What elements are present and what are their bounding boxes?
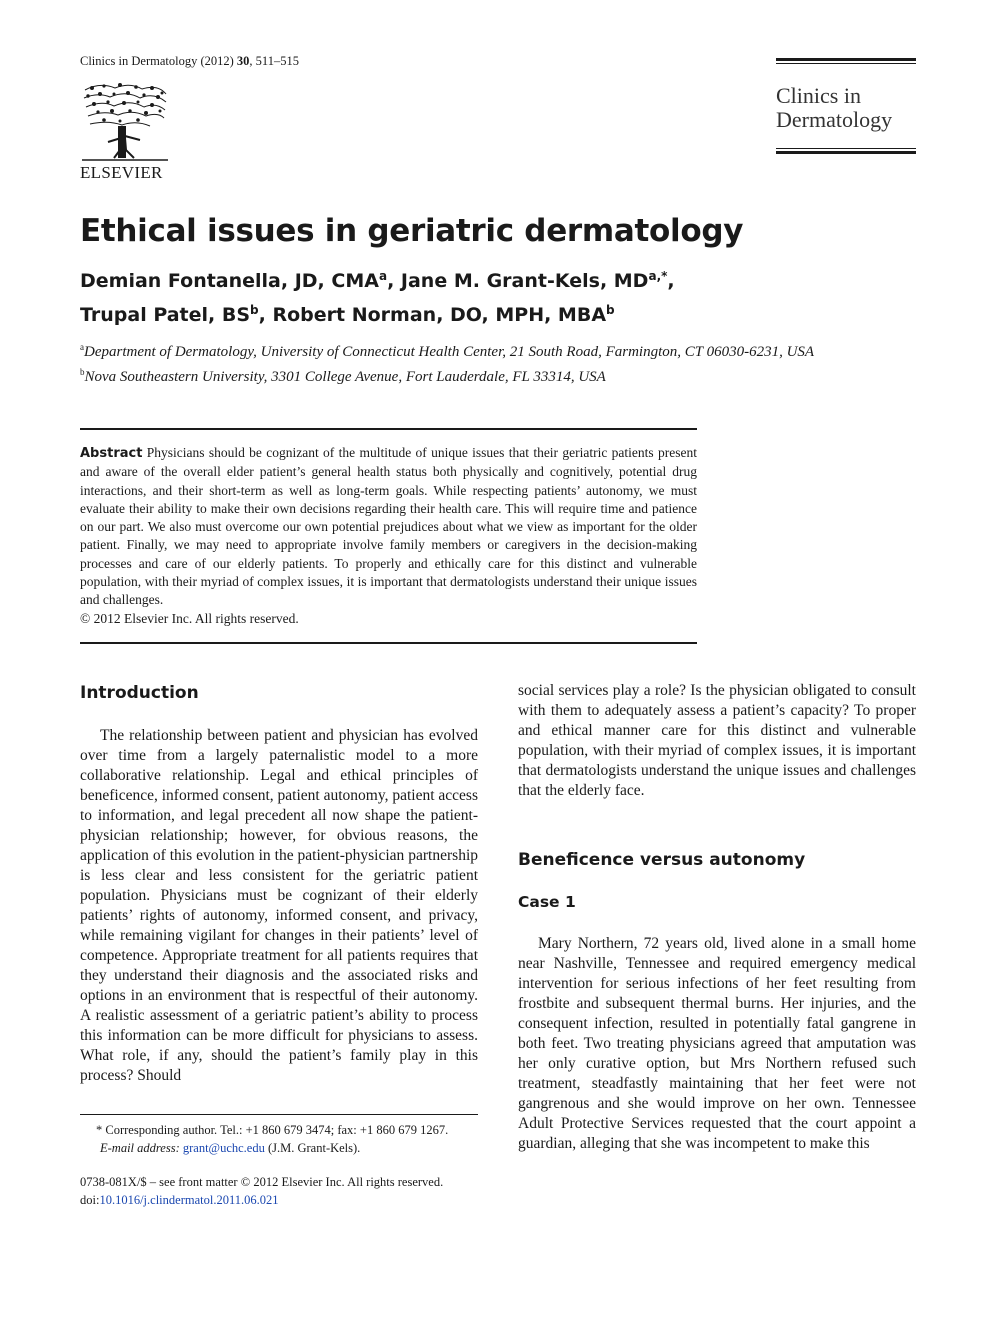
journal-reference (80, 54, 299, 69)
author-name: Trupal Patel, BS (80, 304, 251, 326)
corresponding-author: * Corresponding author. Tel.: +1 860 679 3474; fax: +1 860 679 1267. (96, 1123, 449, 1137)
author-name: Demian Fontanella, JD, CMA (80, 270, 379, 292)
author-name: Robert Norman, DO, MPH, MBA (272, 304, 607, 326)
publisher-wordmark: ELSEVIER (80, 163, 163, 182)
journal-name-line1: Clinics in (776, 83, 861, 108)
intro-paragraph: The relationship between patient and physician has evolved over time from a largely paternalistic model to a more collaborative relationship. Legal and ethical principles of beneficence, informed consent, patient autonomy, patient access to information, and legal precedent all now shape the patient-physician relationship; however, for obvious reasons, the application of this evolution in the patient-physician partnership is less clear and less consistent for the geriatric patient population. Physicians must be cognizant of their elderly patients’ rights of autonomy, informed consent, and privacy, while remaining vigilant for changes in their patients’ level of competence. Appropriate treatment for all patients requires that they understand their diagnosis and the associated risks and options in an environment that is respectful of their autonomy. A realistic assessment of a geriatric patient’s ability to process this information can be more difficult for physicians to assess. What role, if any, should the patient’s family play in this process? Should (80, 727, 478, 1084)
abstract-label: Abstract (80, 446, 143, 461)
masthead-rule-bottom (776, 151, 916, 154)
author-affil-sup: a (378, 269, 388, 283)
abstract-text: Physicians should be cognizant of the multitude of unique issues that their geriatric patients present and aware of the overall elder patient’s general health status both physically and cognitively, potential drug interactions, and their short-term as well as long-term goals. While respecting patients’ autonomy, we must evaluate their ability to make their own decisions regarding their health care. This will require time and patience on our part. We also must overcome our own potential prejudices about what we view as important for the older patient. Finally, we may need to appropriate involve family members or caregivers in the decision-making processes and care of our elderly patients. To properly and ethically care for this distinct and vulnerable population, with their myriad of complex issues, it is important that dermatologists understand their unique issues and challenges. (80, 445, 697, 608)
affiliation-sup: a (80, 342, 84, 352)
left-column (80, 683, 478, 1086)
footnote-rule (80, 1114, 478, 1115)
author-separator: , (667, 270, 675, 292)
author-affil-sup: b (606, 303, 615, 317)
doi-link[interactable]: 10.1016/j.clindermatol.2011.06.021 (99, 1193, 279, 1207)
email-link[interactable]: grant@uchc.edu (182, 1141, 265, 1155)
masthead-rule-top (776, 58, 916, 61)
email-label: E-mail address: (100, 1141, 180, 1155)
affiliation-sup: b (80, 367, 85, 377)
journal-pages: , 511–515 (249, 54, 299, 68)
article-title: Ethical issues in geriatric dermatology (80, 213, 744, 249)
abstract-rule-top (80, 428, 697, 430)
footnote-corresponding (80, 1121, 478, 1157)
author-name: Jane M. Grant-Kels, MD (400, 270, 649, 292)
journal-name-line2: Dermatology (776, 107, 893, 132)
author-separator: , (387, 270, 401, 292)
author-affil-sup: a,* (648, 269, 668, 283)
email-name: (J.M. Grant-Kels). (267, 1141, 361, 1155)
case-heading: Case 1 (518, 893, 576, 911)
affiliation-b (80, 362, 940, 387)
author-list (80, 262, 940, 330)
affiliation-text: Nova Southeastern University, 3301 College Avenue, Fort Lauderdale, FL 33314, USA (84, 369, 606, 385)
journal-name (776, 64, 916, 146)
journal-masthead (776, 58, 916, 154)
affiliations (80, 337, 940, 387)
front-matter-text: 0738-081X/$ – see front matter © 2012 Elsevier Inc. All rights reserved. (80, 1175, 444, 1189)
abstract-copyright: © 2012 Elsevier Inc. All rights reserved. (80, 610, 299, 626)
section-heading: Beneficence versus autonomy (518, 850, 806, 870)
journal-ref-text: Clinics in Dermatology (2012) (80, 54, 237, 68)
intro-heading: Introduction (80, 683, 199, 703)
masthead-rule-bottom-thin (776, 148, 916, 149)
doi-label: doi: (80, 1193, 100, 1207)
journal-volume: 30 (236, 54, 250, 68)
case-paragraph: Mary Northern, 72 years old, lived alone in a small home near Nashville, Tennessee and required emergency medical intervention for serious infections of her feet resulting from frostbite and subsequent thermal burns. Her injuries, and the consequent infection, resulted in potentially fatal gangrene in both feet. Two treating physicians agreed that amputation was her only curative option, but Mrs Northern refused such treatment, steadfastly maintaining that her feet were not gangrenous and she would improve on her own. Tennessee Adult Protective Services requested that the court appoint a guardian, alleging that she was incompetent to make this (518, 935, 916, 1152)
right-continuation-paragraph: social services play a role? Is the physician obligated to consult with them to adequately assess a patient’s capacity? To proper and ethical manner care for this distinct and vulnerable population, with their myriad of complex issues, it is important that dermatologists understand the unique issues and challenges that the elderly face. (518, 682, 916, 799)
author-affil-sup: b (250, 303, 259, 317)
author-separator: , (258, 304, 273, 326)
front-matter (80, 1173, 478, 1209)
abstract-rule-bottom (80, 642, 697, 644)
abstract (80, 444, 697, 628)
affiliation-text: Department of Dermatology, University of Connecticut Health Center, 21 South Road, Farmington, CT 06030-6231, USA (84, 344, 815, 360)
affiliation-a (80, 337, 940, 362)
right-column (518, 681, 916, 1154)
